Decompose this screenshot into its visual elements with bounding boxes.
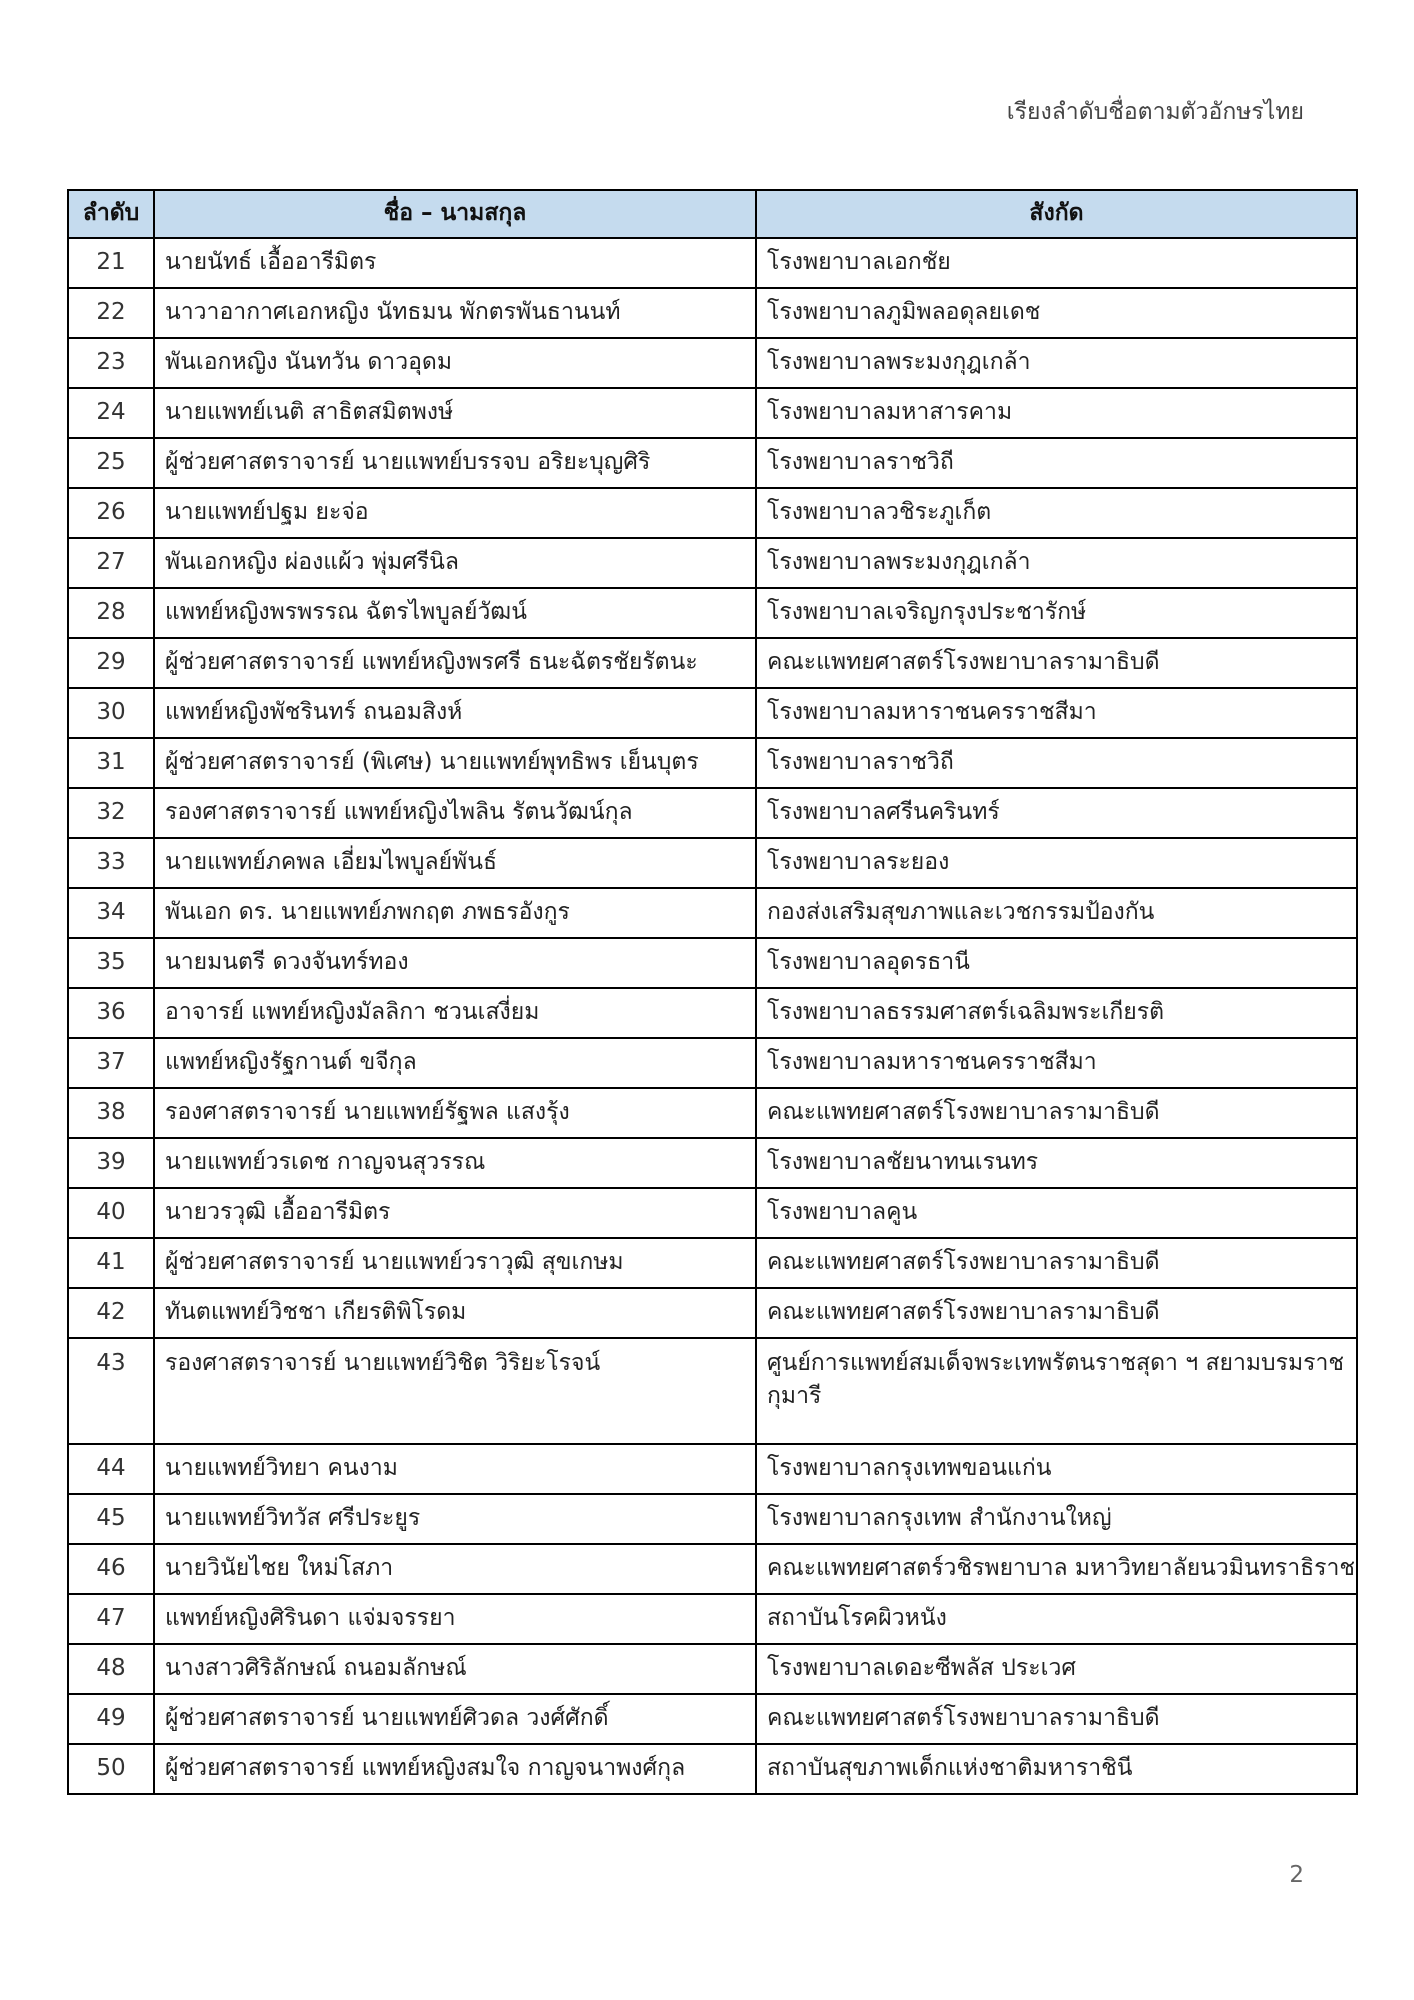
row-order: 32 <box>68 788 154 838</box>
row-order: 44 <box>68 1444 154 1494</box>
row-name: รองศาสตราจารย์ นายแพทย์รัฐพล แสงรุ้ง <box>154 1088 756 1138</box>
row-order: 30 <box>68 688 154 738</box>
row-affiliation: โรงพยาบาลราชวิถี <box>756 738 1357 788</box>
row-order: 29 <box>68 638 154 688</box>
row-affiliation: โรงพยาบาลมหาสารคาม <box>756 388 1357 438</box>
row-order: 39 <box>68 1138 154 1188</box>
table-row <box>68 738 1357 788</box>
row-affiliation: สถาบันโรคผิวหนัง <box>756 1594 1357 1644</box>
row-affiliation: คณะแพทยศาสตร์วชิรพยาบาล มหาวิทยาลัยนวมินทราธิราช <box>756 1544 1357 1594</box>
table-row <box>68 338 1357 388</box>
row-order: 23 <box>68 338 154 388</box>
row-affiliation: คณะแพทยศาสตร์โรงพยาบาลรามาธิบดี <box>756 638 1357 688</box>
row-name: ผู้ช่วยศาสตราจารย์ แพทย์หญิงสมใจ กาญจนาพงศ์กุล <box>154 1744 756 1794</box>
table-row <box>68 1288 1357 1338</box>
table-row <box>68 1138 1357 1188</box>
row-name: นาวาอากาศเอกหญิง นัทธมน พักตรพันธานนท์ <box>154 288 756 338</box>
row-order: 35 <box>68 938 154 988</box>
row-affiliation: กองส่งเสริมสุขภาพและเวชกรรมป้องกัน <box>756 888 1357 938</box>
table-row <box>68 388 1357 438</box>
table-row <box>68 1188 1357 1238</box>
row-name: นายแพทย์วิทวัส ศรีประยูร <box>154 1494 756 1544</box>
table-row <box>68 688 1357 738</box>
row-order: 27 <box>68 538 154 588</box>
table-body <box>68 238 1357 1794</box>
table-row <box>68 538 1357 588</box>
row-order: 28 <box>68 588 154 638</box>
row-affiliation: สถาบันสุขภาพเด็กแห่งชาติมหาราชินี <box>756 1744 1357 1794</box>
header-name: ชื่อ – นามสกุล <box>154 190 756 238</box>
row-affiliation: โรงพยาบาลราชวิถี <box>756 438 1357 488</box>
page-number: 2 <box>1289 1862 1304 1888</box>
table-row <box>68 1744 1357 1794</box>
row-order: 25 <box>68 438 154 488</box>
row-order: 34 <box>68 888 154 938</box>
table-row <box>68 1338 1357 1444</box>
row-name: ผู้ช่วยศาสตราจารย์ (พิเศษ) นายแพทย์พุทธิพร เย็นบุตร <box>154 738 756 788</box>
row-affiliation: โรงพยาบาลกรุงเทพ สำนักงานใหญ่ <box>756 1494 1357 1544</box>
row-name: นายนัทธ์ เอื้ออารีมิตร <box>154 238 756 288</box>
row-name: นายแพทย์วิทยา คนงาม <box>154 1444 756 1494</box>
row-order: 22 <box>68 288 154 338</box>
table-row <box>68 1694 1357 1744</box>
row-affiliation: คณะแพทยศาสตร์โรงพยาบาลรามาธิบดี <box>756 1088 1357 1138</box>
row-name: นายมนตรี ดวงจันทร์ทอง <box>154 938 756 988</box>
row-name: นางสาวศิริลักษณ์ ถนอมลักษณ์ <box>154 1644 756 1694</box>
row-order: 37 <box>68 1038 154 1088</box>
row-affiliation: โรงพยาบาลมหาราชนครราชสีมา <box>756 688 1357 738</box>
table-row <box>68 238 1357 288</box>
row-order: 43 <box>68 1338 154 1444</box>
table-row <box>68 938 1357 988</box>
row-order: 48 <box>68 1644 154 1694</box>
row-affiliation: โรงพยาบาลธรรมศาสตร์เฉลิมพระเกียรติ <box>756 988 1357 1038</box>
row-affiliation: โรงพยาบาลเดอะซีพลัส ประเวศ <box>756 1644 1357 1694</box>
row-affiliation: ศูนย์การแพทย์สมเด็จพระเทพรัตนราชสุดา ฯ สยามบรมราชกุมารี <box>756 1338 1357 1444</box>
row-affiliation: คณะแพทยศาสตร์โรงพยาบาลรามาธิบดี <box>756 1694 1357 1744</box>
row-name: ผู้ช่วยศาสตราจารย์ นายแพทย์วราวุฒิ สุขเกษม <box>154 1238 756 1288</box>
row-name: อาจารย์ แพทย์หญิงมัลลิกา ชวนเสงี่ยม <box>154 988 756 1038</box>
table-row <box>68 788 1357 838</box>
table-row <box>68 1644 1357 1694</box>
table-row <box>68 1494 1357 1544</box>
row-affiliation: โรงพยาบาลเจริญกรุงประชารักษ์ <box>756 588 1357 638</box>
table-row <box>68 438 1357 488</box>
row-name: นายแพทย์ปฐม ยะจ่อ <box>154 488 756 538</box>
row-name: พันเอก ดร. นายแพทย์ภพกฤต ภพธรอังกูร <box>154 888 756 938</box>
row-affiliation: โรงพยาบาลระยอง <box>756 838 1357 888</box>
row-name: แพทย์หญิงศิรินดา แจ่มจรรยา <box>154 1594 756 1644</box>
row-name: รองศาสตราจารย์ นายแพทย์วิชิต วิริยะโรจน์ <box>154 1338 756 1444</box>
row-order: 21 <box>68 238 154 288</box>
row-affiliation: โรงพยาบาลภูมิพลอดุลยเดช <box>756 288 1357 338</box>
table-row <box>68 988 1357 1038</box>
row-name: แพทย์หญิงรัฐกานต์ ขจีกุล <box>154 1038 756 1088</box>
header-affiliation: สังกัด <box>756 190 1357 238</box>
row-affiliation: คณะแพทยศาสตร์โรงพยาบาลรามาธิบดี <box>756 1238 1357 1288</box>
row-name: ทันตแพทย์วิชชา เกียรติพิโรดม <box>154 1288 756 1338</box>
table-header <box>68 190 1357 238</box>
row-order: 38 <box>68 1088 154 1138</box>
row-affiliation: โรงพยาบาลอุดรธานี <box>756 938 1357 988</box>
row-order: 50 <box>68 1744 154 1794</box>
table-row <box>68 1088 1357 1138</box>
row-order: 42 <box>68 1288 154 1338</box>
row-order: 41 <box>68 1238 154 1288</box>
table-row <box>68 288 1357 338</box>
row-name: นายวินัยไชย ใหม่โสภา <box>154 1544 756 1594</box>
row-name: ผู้ช่วยศาสตราจารย์ นายแพทย์บรรจบ อริยะบุญศิริ <box>154 438 756 488</box>
row-name: นายแพทย์เนติ สาธิตสมิตพงษ์ <box>154 388 756 438</box>
row-order: 49 <box>68 1694 154 1744</box>
row-name: แพทย์หญิงพัชรินทร์ ถนอมสิงห์ <box>154 688 756 738</box>
row-affiliation: โรงพยาบาลคูน <box>756 1188 1357 1238</box>
row-name: พันเอกหญิง ผ่องแผ้ว พุ่มศรีนิล <box>154 538 756 588</box>
table-row <box>68 1038 1357 1088</box>
row-order: 26 <box>68 488 154 538</box>
row-name: ผู้ช่วยศาสตราจารย์ นายแพทย์ศิวดล วงศ์ศักดิ์ <box>154 1694 756 1744</box>
row-name: นายแพทย์ภคพล เอี่ยมไพบูลย์พันธ์ <box>154 838 756 888</box>
row-affiliation: คณะแพทยศาสตร์โรงพยาบาลรามาธิบดี <box>756 1288 1357 1338</box>
row-affiliation: โรงพยาบาลชัยนาทนเรนทร <box>756 1138 1357 1188</box>
table-row <box>68 1594 1357 1644</box>
row-affiliation: โรงพยาบาลมหาราชนครราชสีมา <box>756 1038 1357 1088</box>
table-row <box>68 1544 1357 1594</box>
row-name: แพทย์หญิงพรพรรณ ฉัตรไพบูลย์วัฒน์ <box>154 588 756 638</box>
row-order: 45 <box>68 1494 154 1544</box>
row-order: 36 <box>68 988 154 1038</box>
header-row <box>68 190 1357 238</box>
roster-table <box>67 189 1358 1795</box>
row-affiliation: โรงพยาบาลเอกชัย <box>756 238 1357 288</box>
row-affiliation: โรงพยาบาลกรุงเทพขอนแก่น <box>756 1444 1357 1494</box>
header-order: ลำดับ <box>68 190 154 238</box>
table-row <box>68 1444 1357 1494</box>
table-row <box>68 588 1357 638</box>
header-note: เรียงลำดับชื่อตามตัวอักษรไทย <box>1006 99 1304 125</box>
row-order: 24 <box>68 388 154 438</box>
table-row <box>68 488 1357 538</box>
row-order: 33 <box>68 838 154 888</box>
row-order: 40 <box>68 1188 154 1238</box>
row-name: ผู้ช่วยศาสตราจารย์ แพทย์หญิงพรศรี ธนะฉัตรชัยรัตนะ <box>154 638 756 688</box>
row-name: นายวรวุฒิ เอื้ออารีมิตร <box>154 1188 756 1238</box>
row-name: พันเอกหญิง นันทวัน ดาวอุดม <box>154 338 756 388</box>
row-order: 46 <box>68 1544 154 1594</box>
table-row <box>68 1238 1357 1288</box>
table-row <box>68 638 1357 688</box>
table-row <box>68 838 1357 888</box>
row-order: 31 <box>68 738 154 788</box>
row-affiliation: โรงพยาบาลศรีนครินทร์ <box>756 788 1357 838</box>
row-name: นายแพทย์วรเดช กาญจนสุวรรณ <box>154 1138 756 1188</box>
row-affiliation: โรงพยาบาลพระมงกุฎเกล้า <box>756 338 1357 388</box>
row-order: 47 <box>68 1594 154 1644</box>
row-affiliation: โรงพยาบาลวชิระภูเก็ต <box>756 488 1357 538</box>
row-affiliation: โรงพยาบาลพระมงกุฎเกล้า <box>756 538 1357 588</box>
row-name: รองศาสตราจารย์ แพทย์หญิงไพลิน รัตนวัฒน์กุล <box>154 788 756 838</box>
table-row <box>68 888 1357 938</box>
